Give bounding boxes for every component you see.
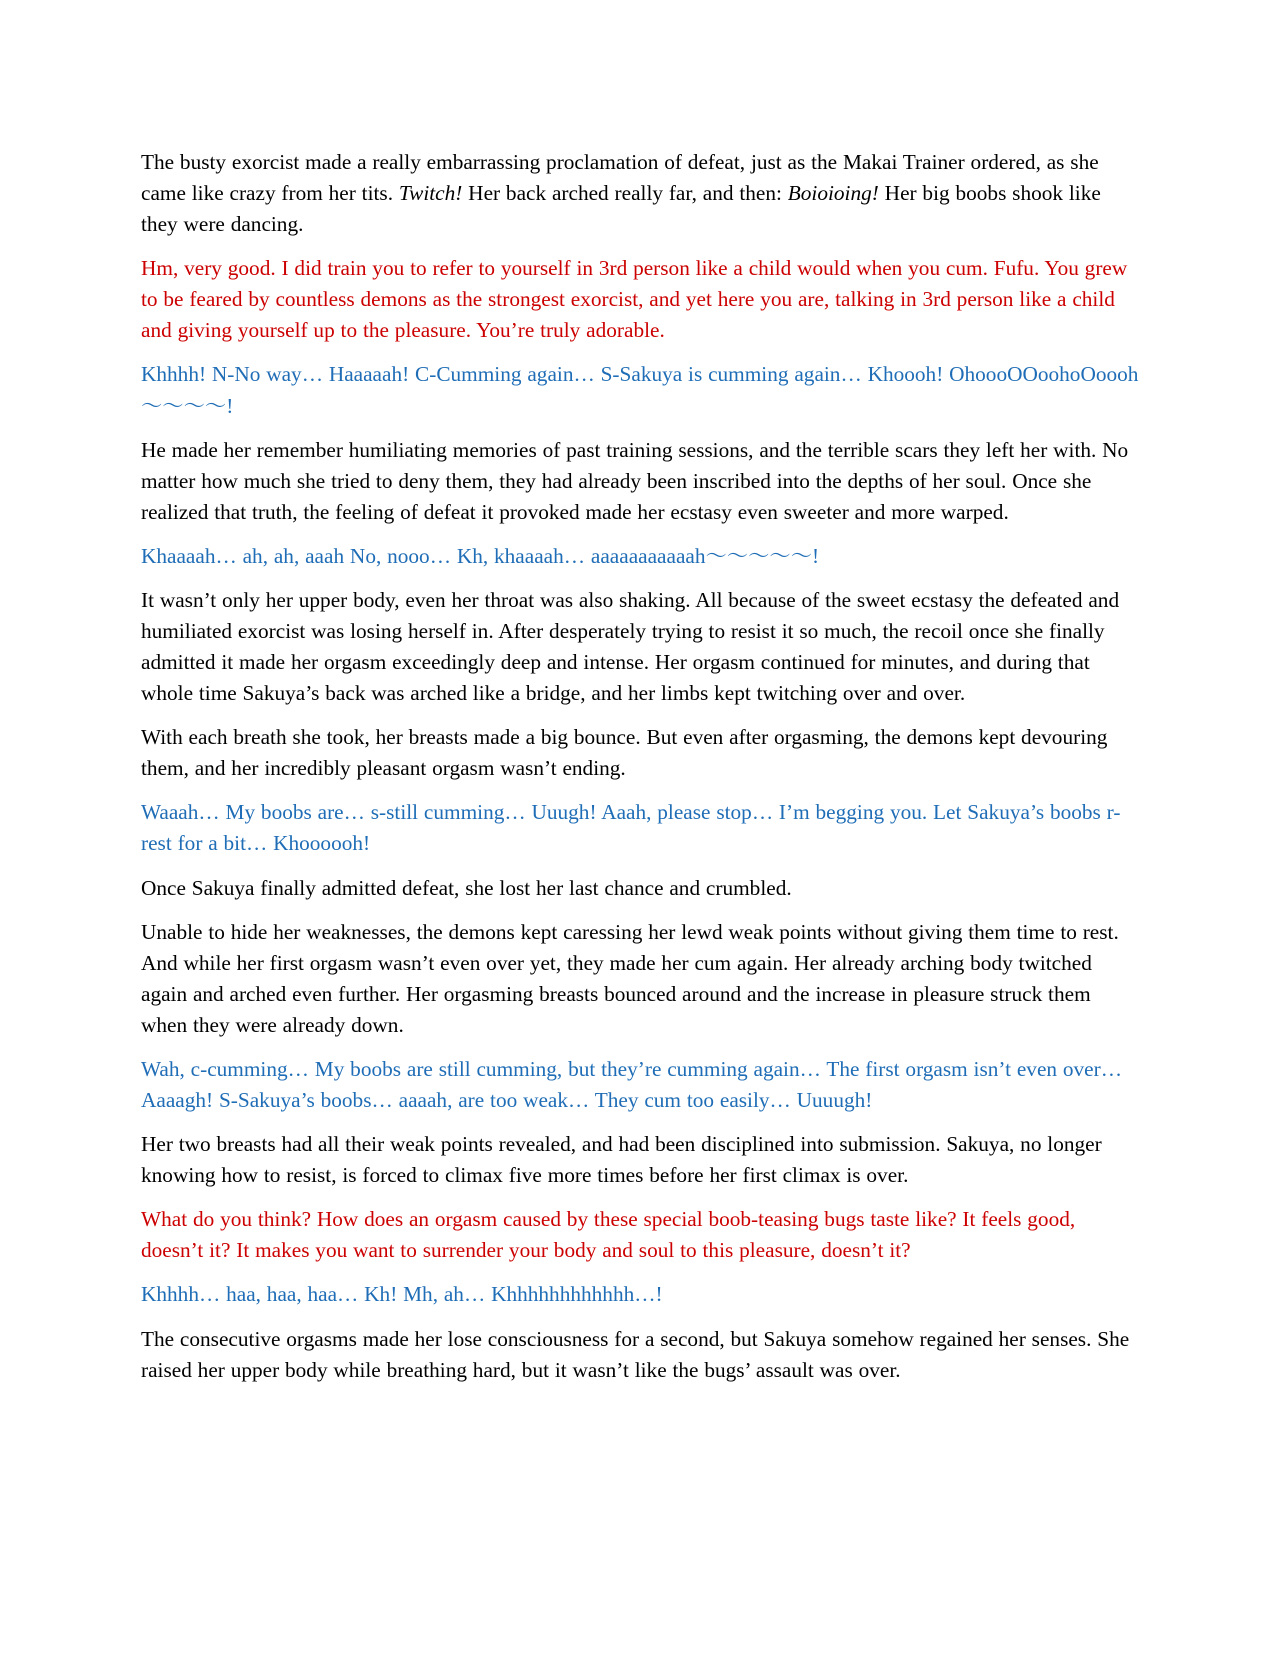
- text-segment: Khaaaah… ah, ah, aaah No, nooo… Kh, khaaaah… aaaaaaaaaaah～～～～～!: [141, 543, 820, 568]
- text-segment: Boioioing!: [787, 181, 879, 206]
- text-segment: The consecutive orgasms made her lose consciousness for a second, but Sakuya somehow regained her senses. She raised her upper body while breathing hard, but it wasn’t like the bugs’ assault was over.: [141, 1326, 1130, 1382]
- paragraph-narration: [141, 722, 1140, 784]
- paragraph-narration: [141, 1324, 1140, 1386]
- paragraph-narration: [141, 873, 1140, 904]
- text-segment: Khhhh… haa, haa, haa… Kh! Mh, ah… Khhhhhhhhhhhh…!: [141, 1282, 663, 1307]
- paragraph-sakuya: [141, 1279, 1140, 1310]
- text-segment: Hm, very good. I did train you to refer to yourself in 3rd person like a child would when you cum. Fufu. You grew to be feared by countless demons as the strongest exorcist, and yet here you are, talking in 3rd person like a child and giving yourself up to the pleasure. You’re truly adorable.: [141, 256, 1128, 343]
- text-segment: What do you think? How does an orgasm caused by these special boob-teasing bugs taste like? It feels good, doesn’t it? It makes you want to surrender your body and soul to this pleasure, doesn’t it?: [141, 1207, 1076, 1263]
- text-segment: Wah, c-cumming… My boobs are still cumming, but they’re cumming again… The first orgasm isn’t even over… Aaaagh! S-Sakuya’s boobs… aaaah, are too weak… They cum too easily… Uuuugh!: [141, 1056, 1123, 1113]
- text-segment: The busty exorcist made a really embarrassing proclamation of defeat, just as the Makai Trainer ordered, as she came like crazy from her tits.: [141, 150, 1099, 206]
- paragraph-narration: [141, 1129, 1140, 1191]
- paragraph-sakuya: [141, 1054, 1140, 1116]
- text-segment: Unable to hide her weaknesses, the demons kept caressing her lewd weak points without giving them time to rest. And while her first orgasm wasn’t even over yet, they made her cum again. Her already arching body twitched again and arched even further. Her orgasming breasts bounced around and the increase in pleasure struck them when they were already down.: [141, 919, 1119, 1037]
- text-segment: Waaah… My boobs are… s-still cumming… Uuugh! Aaah, please stop… I’m begging you. Let Sakuya’s boobs r-rest for a bit… Khoooooh!: [141, 800, 1121, 856]
- text-segment: With each breath she took, her breasts made a big bounce. But even after orgasming, the demons kept devouring them, and her incredibly pleasant orgasm wasn’t ending.: [141, 725, 1108, 781]
- paragraph-sakuya: [141, 797, 1140, 859]
- paragraph-narration: [141, 435, 1140, 528]
- paragraph-trainer: [141, 253, 1140, 346]
- paragraph-narration: [141, 147, 1140, 240]
- paragraph-sakuya: [141, 541, 1140, 572]
- text-segment: He made her remember humiliating memories of past training sessions, and the terrible scars they left her with. No matter how much she tried to deny them, they had already been inscribed into the depths of her soul. Once she realized that truth, the feeling of defeat it provoked made her ecstasy even sweeter and more warped.: [141, 437, 1129, 524]
- text-segment: Her back arched really far, and then:: [462, 181, 788, 206]
- paragraph-trainer: [141, 1204, 1140, 1266]
- text-segment: Twitch!: [398, 181, 463, 206]
- text-segment: Her big boobs shook like they were dancing.: [141, 181, 1101, 237]
- paragraph-sakuya: [141, 359, 1140, 421]
- text-segment: It wasn’t only her upper body, even her throat was also shaking. All because of the sweet ecstasy the defeated and humiliated exorcist was losing herself in. After desperately trying to resist it so much, the recoil once she finally admitted it made her orgasm exceedingly deep and intense. Her orgasm continued for minutes, and during that whole time Sakuya’s back was arched like a bridge, and her limbs kept twitching over and over.: [141, 587, 1120, 706]
- paragraph-narration: [141, 585, 1140, 709]
- text-segment: Her two breasts had all their weak points revealed, and had been disciplined into submission. Sakuya, no longer knowing how to resist, is forced to climax five more times before her first climax is over.: [141, 1132, 1102, 1188]
- text-segment: Khhhh! N-No way… Haaaaah! C-Cumming again… S-Sakuya is cumming again… Khoooh! OhoooOOoohoOoooh～～～～!: [141, 362, 1139, 418]
- paragraph-narration: [141, 917, 1140, 1041]
- text-segment: Once Sakuya finally admitted defeat, she lost her last chance and crumbled.: [141, 875, 792, 900]
